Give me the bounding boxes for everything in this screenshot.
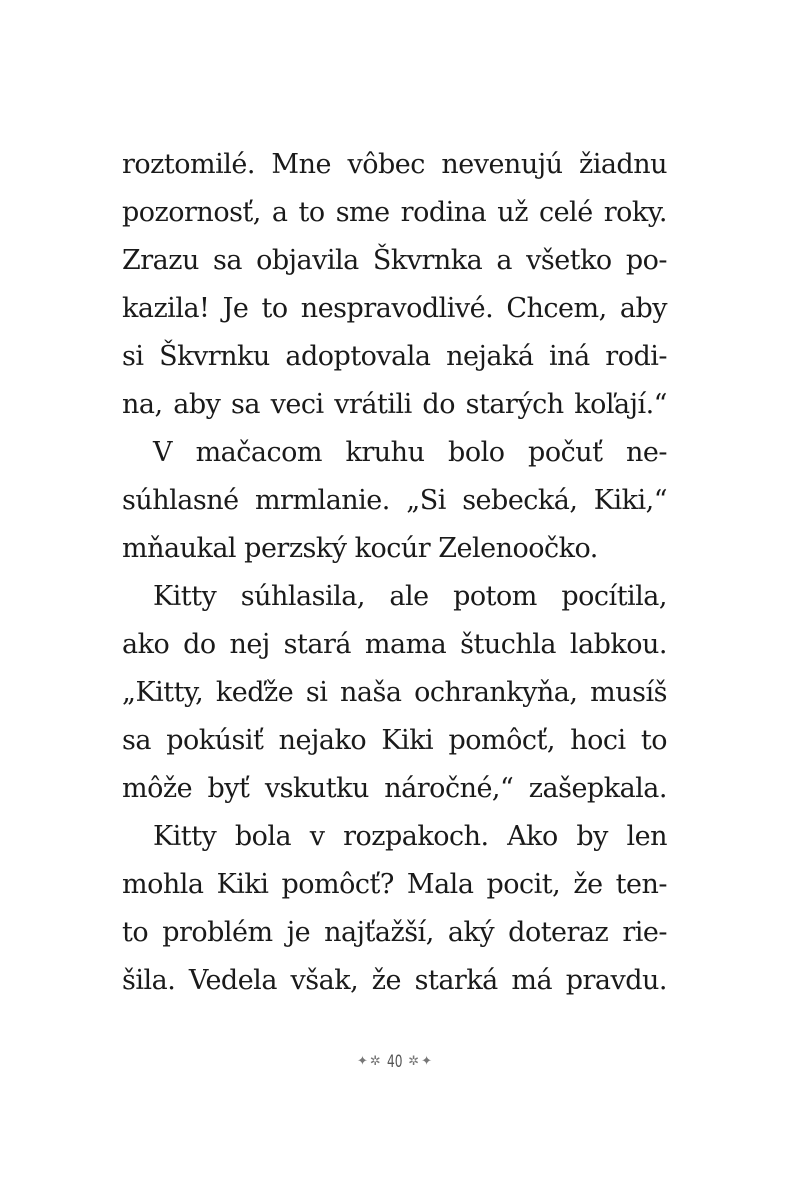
page-number: 40 — [386, 1052, 403, 1072]
text-line: to problém je najťažší, aký doteraz rie- — [122, 917, 667, 948]
asterisk-ornament-icon: ✲ — [408, 1054, 420, 1069]
text-line: môže byť vskutku náročné,“ zašepkala. — [122, 773, 667, 804]
text-line: súhlasné mrmlanie. „Si sebecká, Kiki,“ — [122, 485, 667, 516]
paragraph — [122, 141, 667, 429]
paragraph — [122, 573, 667, 813]
page-body-text — [122, 141, 667, 1005]
page-number-folio — [0, 1052, 789, 1072]
text-line: šila. Vedela však, že starká má pravdu. — [122, 965, 667, 996]
text-line: Kitty bola v rozpakoch. Ako by len — [153, 821, 667, 852]
paragraph — [122, 813, 667, 1005]
text-line: mohla Kiki pomôcť? Mala pocit, že ten- — [122, 869, 667, 900]
star-ornament-icon: ✦ — [421, 1054, 433, 1069]
text-line: sa pokúsiť nejako Kiki pomôcť, hoci to — [122, 725, 667, 756]
text-line: roztomilé. Mne vôbec nevenujú žiadnu — [122, 149, 667, 180]
text-line: V mačacom kruhu bolo počuť ne- — [153, 437, 667, 468]
text-line: ako do nej stará mama štuchla labkou. — [122, 629, 667, 660]
text-line: „Kitty, keďže si naša ochrankyňa, musíš — [122, 677, 667, 708]
text-line: na, aby sa veci vrátili do starých koľají.“ — [122, 389, 667, 420]
text-line: mňaukal perzský kocúr Zelenoočko. — [122, 533, 598, 564]
text-line: pozornosť, a to sme rodina už celé roky. — [122, 197, 667, 228]
paragraph — [122, 429, 667, 573]
text-line: Zrazu sa objavila Škvrnka a všetko po- — [122, 245, 667, 276]
text-line: si Škvrnku adoptovala nejaká iná rodi- — [122, 341, 667, 372]
star-ornament-icon: ✦ — [356, 1054, 368, 1069]
text-line: Kitty súhlasila, ale potom pocítila, — [153, 581, 667, 612]
text-line: kazila! Je to nespravodlivé. Chcem, aby — [122, 293, 667, 324]
asterisk-ornament-icon: ✲ — [369, 1054, 381, 1069]
